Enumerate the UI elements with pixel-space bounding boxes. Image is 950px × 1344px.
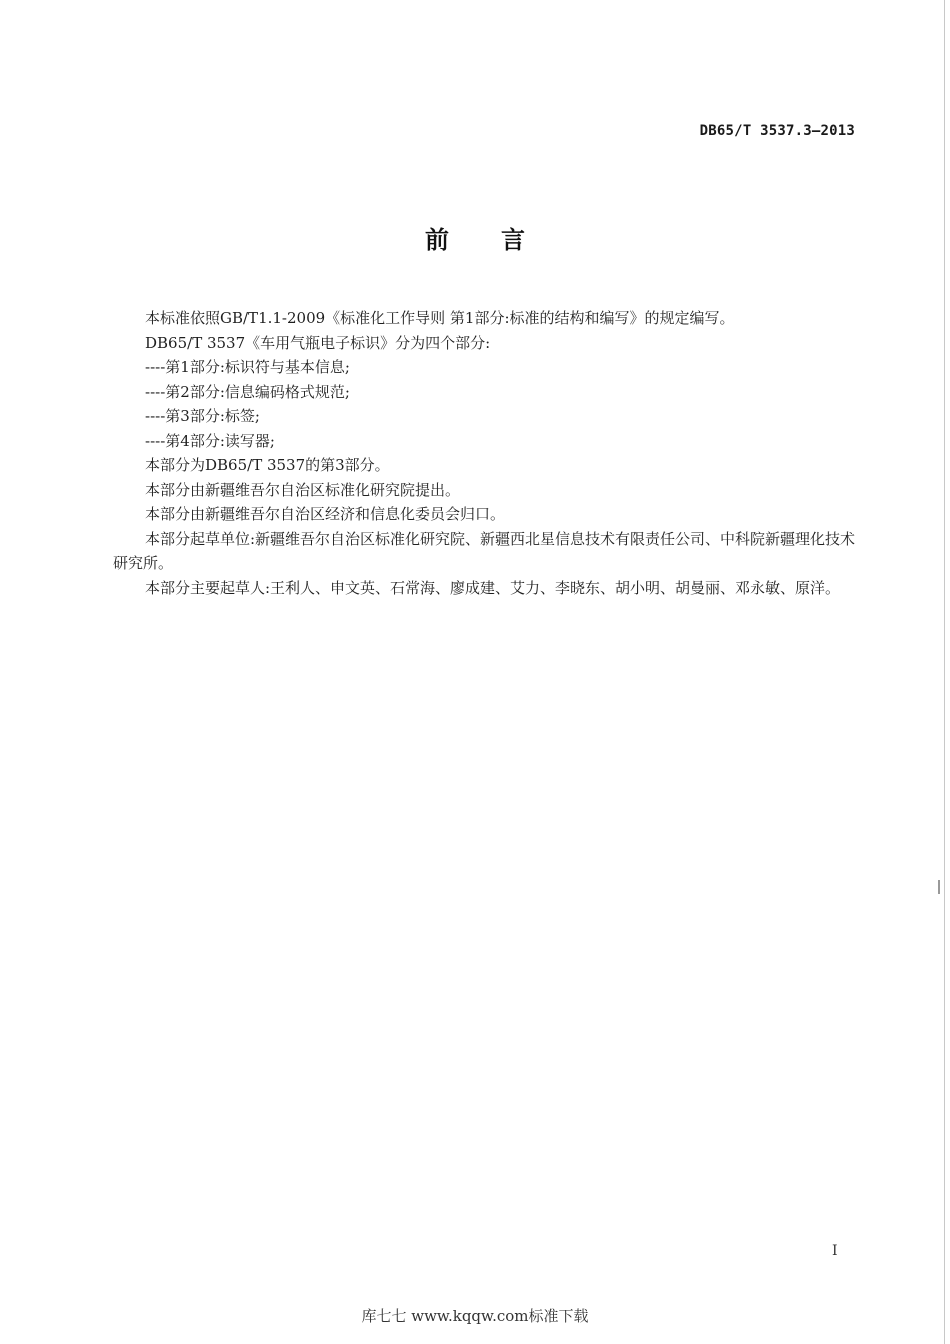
paragraph: ----第1部分:标识符与基本信息; xyxy=(145,358,350,376)
paragraph: 本标准依照GB/T1.1-2009《标准化工作导则 第1部分:标准的结构和编写》的规定编写。 xyxy=(145,309,735,327)
document-code: DB65/T 3537.3—2013 xyxy=(699,123,855,139)
paragraph: ----第4部分:读写器; xyxy=(145,431,275,450)
paragraph: 本部分为DB65/T 3537的第3部分。 xyxy=(145,456,390,474)
paragraph: 本部分起草单位:新疆维吾尔自治区标准化研究院、新疆西北星信息技术有限责任公司、中科院新疆理化技术研究所。 xyxy=(113,529,856,572)
paragraph: 本部分由新疆维吾尔自治区经济和信息化委员会归口。 xyxy=(145,505,506,523)
scan-artifact xyxy=(938,880,940,894)
page-number: I xyxy=(832,1243,838,1259)
paragraph: ----第2部分:信息编码格式规范; xyxy=(145,382,350,401)
paragraph: DB65/T 3537《车用气瓶电子标识》分为四个部分: xyxy=(145,333,491,352)
paragraph: ----第3部分:标签; xyxy=(145,407,260,425)
page-title: 前言 xyxy=(425,226,577,254)
footer-watermark: 库七七 www.kqqw.com标准下载 xyxy=(361,1307,589,1325)
paragraph: 本部分主要起草人:王利人、申文英、石常海、廖成建、艾力、李晓东、胡小明、胡曼丽、邓永敏、原洋。 xyxy=(145,578,841,597)
foreword-body xyxy=(113,306,858,600)
paragraph: 本部分由新疆维吾尔自治区标准化研究院提出。 xyxy=(145,480,461,499)
scan-artifact xyxy=(944,0,945,1344)
